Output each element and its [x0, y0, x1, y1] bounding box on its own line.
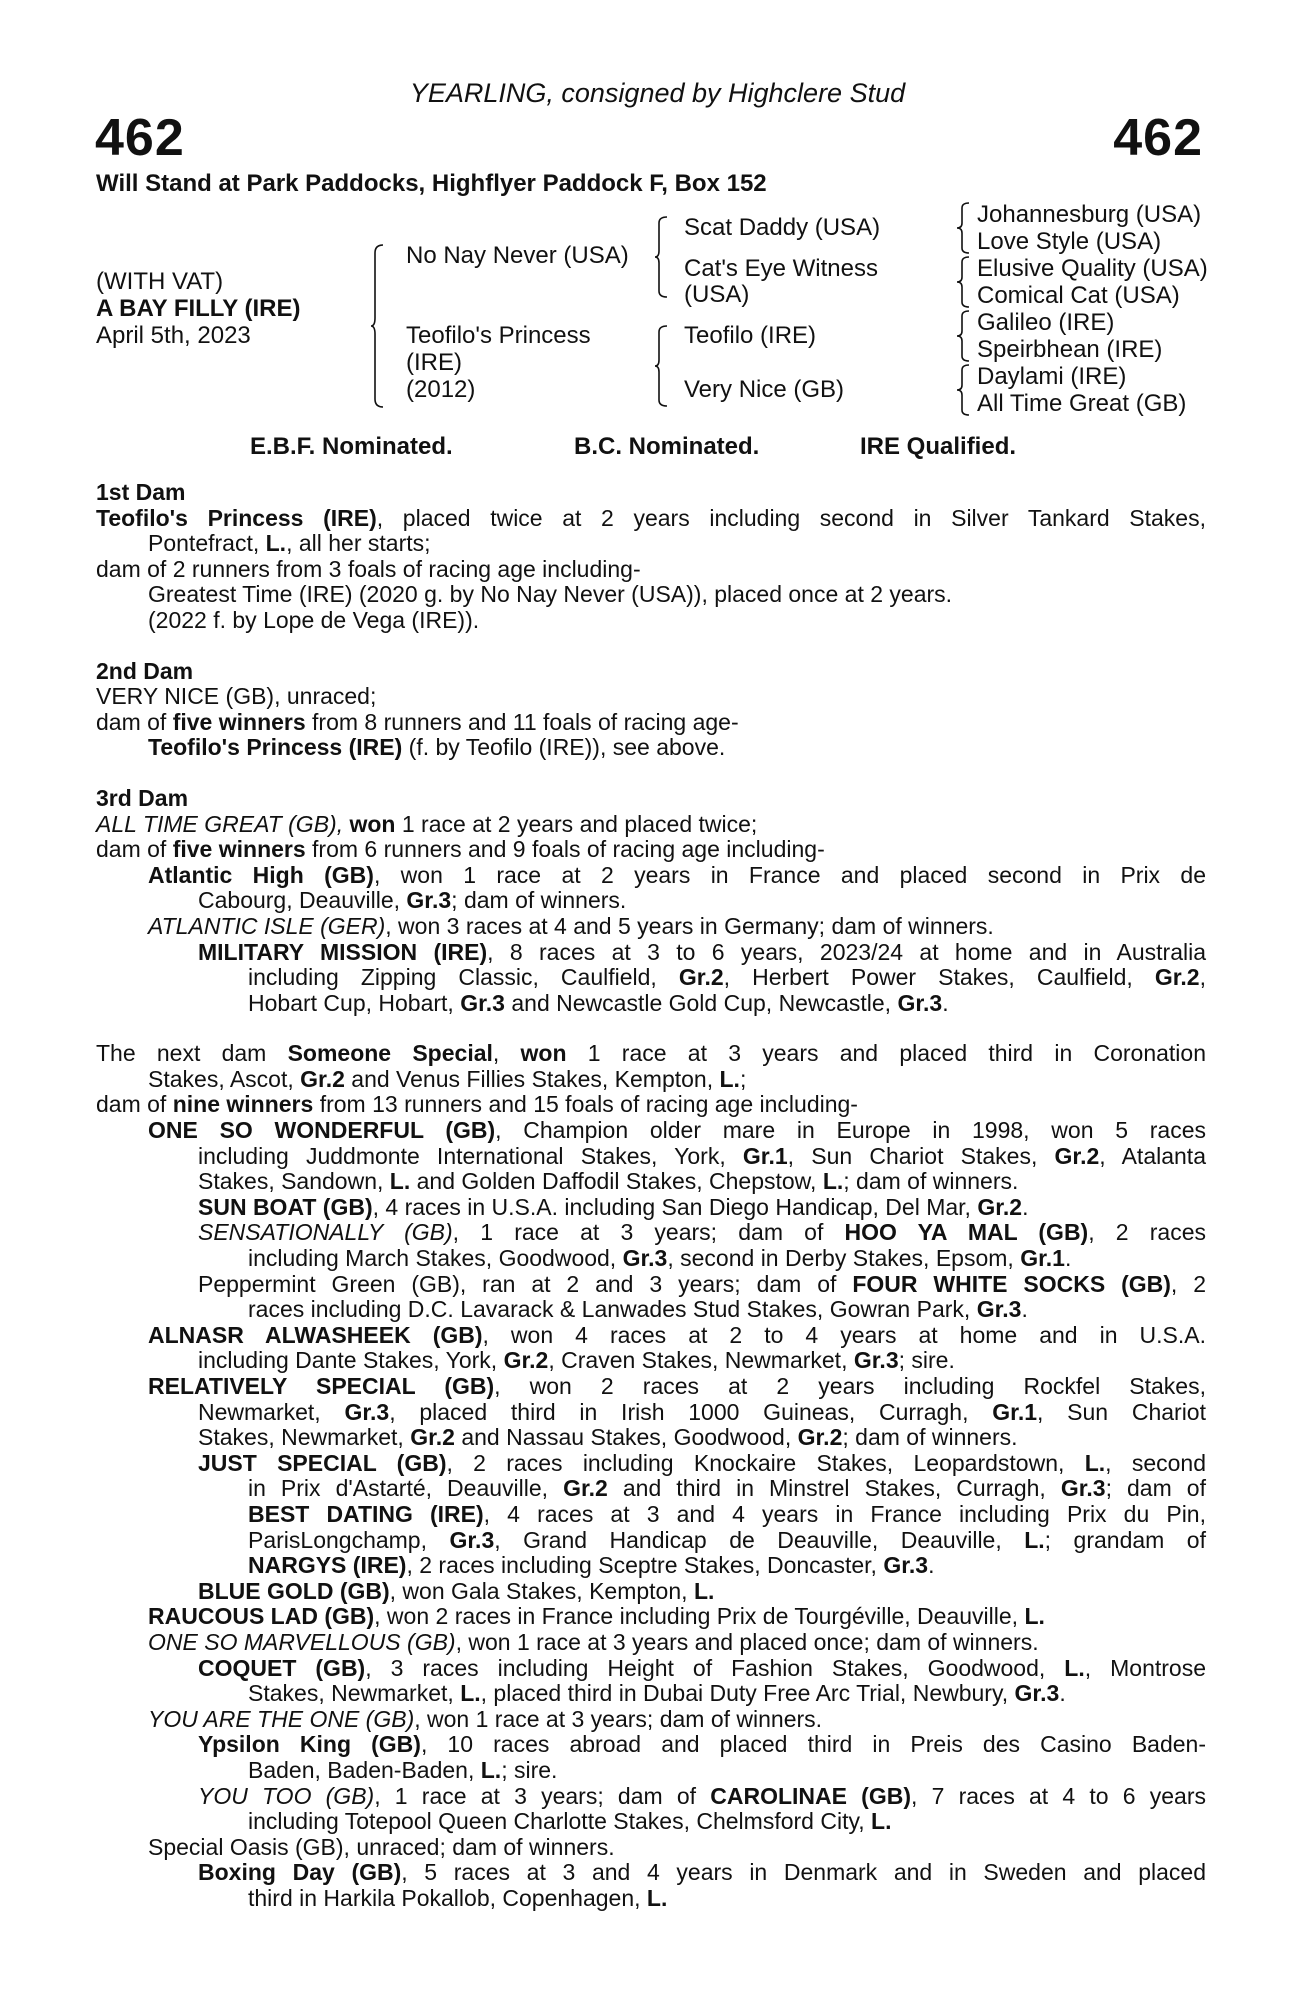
produce-line: including March Stakes, Goodwood, Gr.3, second in Derby Stakes, Epsom, Gr.1.: [248, 1245, 1072, 1272]
produce-line: including Dante Stakes, York, Gr.2, Craven Stakes, Newmarket, Gr.3; sire.: [198, 1347, 955, 1374]
gg-4: Comical Cat (USA): [977, 282, 1180, 309]
produce-line: BEST DATING (IRE), 4 races at 3 and 4 years in France including Prix du Pin,: [248, 1500, 1206, 1527]
gg-5: Galileo (IRE): [977, 309, 1115, 336]
third-dam-produce: Cabourg, Deauville, Gr.3; dam of winners.: [198, 887, 627, 914]
produce-line: Newmarket, Gr.3, placed third in Irish 1000 Guineas, Curragh, Gr.1, Sun Chariot: [198, 1398, 1206, 1425]
produce-line: third in Harkila Pokallob, Copenhagen, L.: [248, 1884, 668, 1911]
bc-nominated: B.C. Nominated.: [574, 433, 760, 460]
produce-line: ONE SO WONDERFUL (GB), Champion older mare in Europe in 1998, won 5 races: [148, 1117, 1206, 1144]
vat-note: (WITH VAT): [96, 268, 224, 295]
ebf-nominated: E.B.F. Nominated.: [250, 433, 453, 460]
next-dam-line: dam of nine winners from 13 runners and 15 foals of racing age including-: [96, 1091, 858, 1118]
produce-line: including Totepool Queen Charlotte Stakes, Chelmsford City, L.: [248, 1808, 892, 1835]
third-dam-produce: Atlantic High (GB), won 1 race at 2 years in France and placed second in Prix de: [148, 861, 1206, 888]
produce-line: JUST SPECIAL (GB), 2 races including Knockaire Stakes, Leopardstown, L., second: [198, 1449, 1206, 1476]
third-dam-line: dam of five winners from 6 runners and 9 foals of racing age including-: [96, 836, 825, 863]
dam-name-line2: (IRE): [406, 349, 462, 376]
brace-sire: [654, 216, 668, 298]
brace-g3: [956, 310, 970, 362]
produce-line: Peppermint Green (GB), ran at 2 and 3 years; dam of FOUR WHITE SOCKS (GB), 2: [198, 1270, 1206, 1297]
lot-number-right: 462: [1113, 109, 1203, 167]
foaling-date: April 5th, 2023: [96, 322, 251, 349]
produce-record: [96, 480, 1206, 1911]
brace-g4: [956, 364, 970, 416]
first-dam-line: dam of 2 runners from 3 foals of racing age including-: [96, 555, 641, 582]
sire-dam-line2: (USA): [684, 281, 750, 308]
produce-line: NARGYS (IRE), 2 races including Sceptre Stakes, Doncaster, Gr.3.: [248, 1552, 935, 1579]
sire-dam-line1: Cat's Eye Witness: [684, 255, 878, 282]
second-dam-produce: Teofilo's Princess (IRE) (f. by Teofilo (IRE)), see above.: [148, 734, 726, 761]
horse-name: A BAY FILLY (IRE): [96, 295, 301, 322]
consignor-line: YEARLING, consigned by Highclere Stud: [409, 78, 906, 108]
first-dam-line: Teofilo's Princess (IRE), placed twice at 2 years including second in Silver Tankard Stakes,: [96, 504, 1206, 531]
sire-sire: Scat Daddy (USA): [684, 214, 881, 241]
third-dam-produce: ATLANTIC ISLE (GER), won 3 races at 4 and 5 years in Germany; dam of winners.: [148, 912, 994, 939]
produce-line: ONE SO MARVELLOUS (GB), won 1 race at 3 years and placed once; dam of winners.: [148, 1628, 1039, 1655]
produce-line: races including D.C. Lavarack & Lanwades Stud Stakes, Gowran Park, Gr.3.: [248, 1296, 1028, 1323]
first-dam-produce: (2022 f. by Lope de Vega (IRE)).: [148, 606, 480, 633]
produce-line: Stakes, Newmarket, L., placed third in Dubai Duty Free Arc Trial, Newbury, Gr.3.: [248, 1680, 1066, 1707]
lot-number-left: 462: [95, 109, 185, 167]
second-dam-heading: 2nd Dam: [96, 657, 194, 684]
produce-line: ParisLongchamp, Gr.3, Grand Handicap de Deauville, Deauville, L.; grandam of: [248, 1526, 1206, 1553]
first-dam-line: Pontefract, L., all her starts;: [148, 530, 431, 557]
gg-3: Elusive Quality (USA): [977, 255, 1208, 282]
next-dam-line: Stakes, Ascot, Gr.2 and Venus Fillies Stakes, Kempton, L.;: [148, 1065, 747, 1092]
produce-line: SUN BOAT (GB), 4 races in U.S.A. including San Diego Handicap, Del Mar, Gr.2.: [198, 1193, 1029, 1220]
produce-line: including Juddmonte International Stakes, York, Gr.1, Sun Chariot Stakes, Gr.2, Atalanta: [198, 1142, 1206, 1169]
dam-name-line1: Teofilo's Princess: [406, 322, 591, 349]
gg-6: Speirbhean (IRE): [977, 336, 1163, 363]
second-dam-line: VERY NICE (GB), unraced;: [96, 683, 377, 710]
produce-line: YOU TOO (GB), 1 race at 3 years; dam of CAROLINAE (GB), 7 races at 4 to 6 years: [198, 1782, 1207, 1809]
ire-qualified: IRE Qualified.: [860, 433, 1017, 460]
produce-line: Stakes, Sandown, L. and Golden Daffodil Stakes, Chepstow, L.; dam of winners.: [198, 1168, 1019, 1195]
produce-line: COQUET (GB), 3 races including Height of Fashion Stakes, Goodwood, L., Montrose: [198, 1654, 1206, 1681]
gg-1: Johannesburg (USA): [977, 201, 1202, 228]
brace-g2: [956, 256, 970, 308]
second-dam-line: dam of five winners from 8 runners and 11 foals of racing age-: [96, 708, 739, 735]
produce-line: YOU ARE THE ONE (GB), won 1 race at 3 years; dam of winners.: [148, 1705, 823, 1732]
dam-foaled-year: (2012): [406, 376, 476, 403]
first-dam-produce: Greatest Time (IRE) (2020 g. by No Nay Never (USA)), placed once at 2 years.: [148, 581, 953, 608]
sire-name: No Nay Never (USA): [406, 242, 629, 269]
gg-7: Daylami (IRE): [977, 363, 1127, 390]
third-dam-heading: 3rd Dam: [96, 784, 189, 811]
brace-main: [370, 244, 384, 408]
produce-line: BLUE GOLD (GB), won Gala Stakes, Kempton, L.: [198, 1577, 715, 1604]
dam-dam: Very Nice (GB): [684, 376, 845, 403]
produce-line: Stakes, Newmarket, Gr.2 and Nassau Stakes, Goodwood, Gr.2; dam of winners.: [198, 1424, 1018, 1451]
third-dam-produce: Hobart Cup, Hobart, Gr.3 and Newcastle Gold Cup, Newcastle, Gr.3.: [248, 989, 949, 1016]
produce-line: ALNASR ALWASHEEK (GB), won 4 races at 2 to 4 years at home and in U.S.A.: [148, 1321, 1206, 1348]
produce-line: Special Oasis (GB), unraced; dam of winners.: [148, 1833, 615, 1860]
gg-2: Love Style (USA): [977, 228, 1162, 255]
produce-line: in Prix d'Astarté, Deauville, Gr.2 and third in Minstrel Stakes, Curragh, Gr.3; dam of: [248, 1475, 1206, 1502]
next-dam-line: The next dam Someone Special, won 1 race at 3 years and placed third in Coronation: [96, 1040, 1206, 1067]
produce-line: RAUCOUS LAD (GB), won 2 races in France including Prix de Tourgéville, Deauville, L.: [148, 1603, 1045, 1630]
produce-line: RELATIVELY SPECIAL (GB), won 2 races at 2 years including Rockfel Stakes,: [148, 1373, 1206, 1399]
stabling-location: Will Stand at Park Paddocks, Highflyer Paddock F, Box 152: [96, 170, 767, 197]
produce-line: SENSATIONALLY (GB), 1 race at 3 years; dam of HOO YA MAL (GB), 2 races: [198, 1219, 1206, 1246]
first-dam-heading: 1st Dam: [96, 479, 186, 505]
produce-line: Boxing Day (GB), 5 races at 3 and 4 years in Denmark and in Sweden and placed: [198, 1859, 1206, 1886]
produce-line: Ypsilon King (GB), 10 races abroad and placed third in Preis des Casino Baden-: [198, 1731, 1206, 1758]
brace-dam: [654, 325, 668, 407]
gg-8: All Time Great (GB): [977, 390, 1187, 417]
third-dam-produce: MILITARY MISSION (IRE), 8 races at 3 to 6 years, 2023/24 at home and in Australia: [198, 938, 1207, 965]
third-dam-produce: including Zipping Classic, Caulfield, Gr.2, Herbert Power Stakes, Caulfield, Gr.2,: [248, 964, 1206, 991]
produce-line: Baden, Baden-Baden, L.; sire.: [248, 1756, 558, 1783]
dam-sire: Teofilo (IRE): [684, 322, 817, 349]
third-dam-line: ALL TIME GREAT (GB), won 1 race at 2 years and placed twice;: [96, 810, 758, 837]
brace-g1: [956, 202, 970, 254]
